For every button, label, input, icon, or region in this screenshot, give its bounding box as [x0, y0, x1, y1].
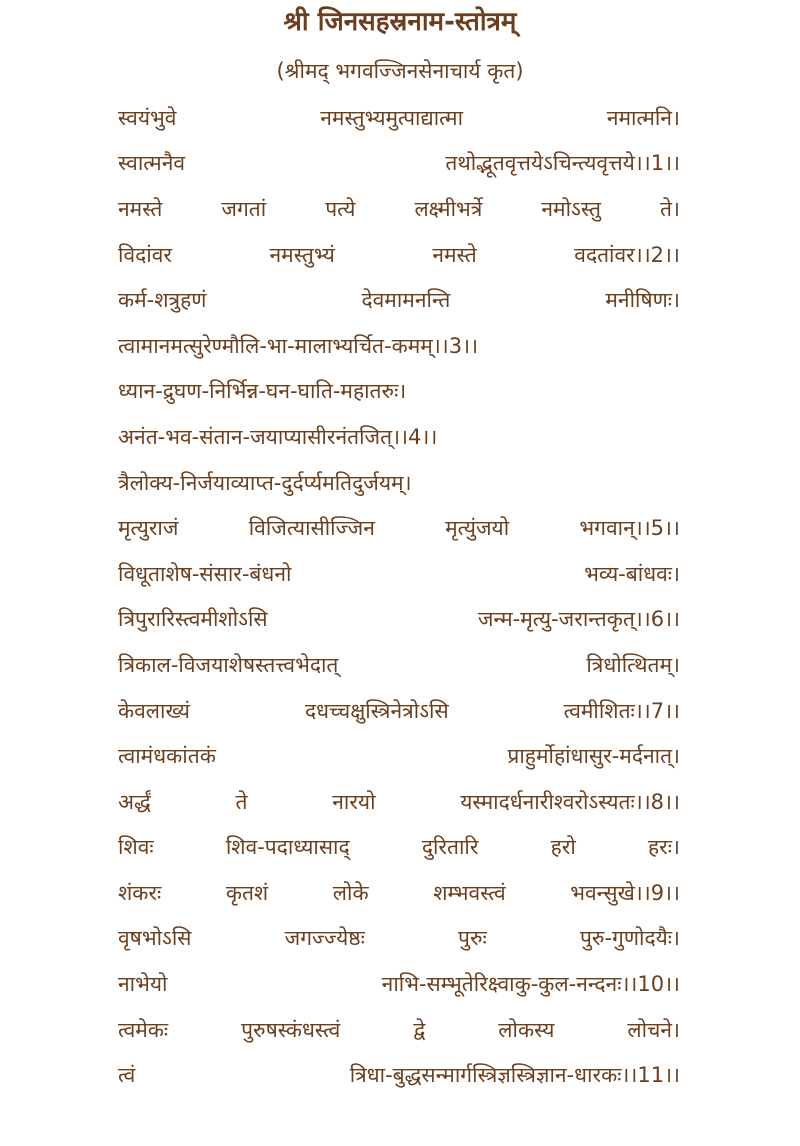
verse-word: नारयो: [332, 789, 376, 814]
verse-word: नमस्ते: [118, 196, 163, 221]
verse-word: विदांवर: [118, 242, 172, 267]
verse-word: त्रिकाल-विजयाशेषस्तत्त्वभेदात्: [118, 652, 339, 677]
verse-word: वदतांवर।।2।।: [574, 242, 680, 267]
verse-word: विजित्यासीज्जिन: [248, 516, 375, 541]
verse-word: दधच्चक्षुस्त्रिनेत्रोऽसि: [304, 698, 449, 723]
verse-word: वृषभोऽसि: [118, 926, 192, 951]
verse-line: [118, 323, 680, 369]
verse-line: [118, 779, 680, 825]
verse-word: लक्ष्मीभर्त्रे: [414, 196, 483, 221]
verse-word: नाभि-सम्भूतेरिक्ष्वाकु-कुल-नन्दनः।।10।।: [381, 972, 680, 997]
verse-word: शिव-पदाध्यासाद्: [225, 835, 350, 860]
verse-line: [118, 460, 680, 506]
verse-word: देवमामनन्ति: [361, 288, 451, 313]
verse-line: [118, 961, 680, 1007]
verse-line: [118, 551, 680, 597]
verse-line: [118, 232, 680, 278]
verse-word: स्वात्मनैव: [118, 151, 186, 176]
verse-word: जन्म-मृत्यु-जरान्तकृत्।।6।।: [477, 607, 680, 632]
page-title: श्री जिनसहस्रनाम-स्तोत्रम्: [283, 7, 517, 37]
verse-line: [118, 277, 680, 323]
verse-word: तथोद्भूतवृत्तयेऽचिन्त्यवृत्तये।।1।।: [445, 151, 680, 176]
verse-line: [118, 688, 680, 734]
verse-word: नमस्तुभ्यं: [269, 242, 335, 267]
verse-word: शंकरः: [118, 880, 162, 905]
verse-word: नमोऽस्तु: [541, 196, 601, 221]
verse-word: पुरु-गुणोदयैः।: [579, 926, 680, 951]
verse-line: [118, 597, 680, 643]
verse-word: नमस्ते: [432, 242, 477, 267]
verse-word: नमात्मनि।: [606, 105, 680, 130]
verse-word: मृत्युंजयो: [445, 516, 510, 541]
verse-word: शिवः: [118, 835, 154, 860]
verse-word: यस्मादर्धनारीश्वरोऽस्यतः।।8।।: [460, 789, 680, 814]
verse-word: जगज्ज्येष्ठः: [284, 926, 365, 951]
verse-word: ते।: [660, 196, 680, 221]
page-subtitle: (श्रीमद् भगवज्जिनसेनाचार्य कृत): [276, 59, 524, 83]
verse-word: कर्म-शत्रुहणं: [118, 288, 207, 313]
verse-word: स्वयंभुवे: [118, 105, 177, 130]
verse-word: केवलाख्यं: [118, 698, 190, 723]
verse-word: त्वमीशितः।।7।।: [563, 698, 680, 723]
verse-word: लोकस्य: [498, 1017, 555, 1042]
verse-word: नाभेयो: [118, 972, 168, 997]
verse-word: त्वामानमत्सुरेण्मौलि-भा-मालाभ्यर्चित-कमम्।।3।।: [118, 333, 479, 358]
verse-word: भव्य-बांधवः।: [584, 561, 680, 586]
verse-word: भगवान्।।5।।: [579, 516, 680, 541]
verse-word: हरः।: [648, 835, 680, 860]
verse-word: ध्यान-द्रुघण-निर्भिन्न-घन-घाति-महातरुः।: [118, 379, 407, 404]
verse-word: कृतशं: [225, 880, 269, 905]
verse-line: [118, 186, 680, 232]
verse-line: [118, 1052, 680, 1098]
verse-word: त्रिधा-बुद्धसन्मार्गस्त्रिज्ञस्त्रिज्ञान-धारकः।।11।।: [349, 1063, 680, 1088]
verse-word: ते: [235, 789, 248, 814]
verse-line: [118, 870, 680, 916]
verse-word: द्वे: [413, 1017, 426, 1042]
verse-word: अर्द्धं: [118, 789, 151, 814]
verse-word: हरो: [550, 835, 576, 860]
verse-word: त्वं: [118, 1063, 136, 1088]
verse-line: [118, 1007, 680, 1053]
verse-word: मनीषिणः।: [605, 288, 680, 313]
verse-line: [118, 141, 680, 187]
verse-word: त्रिधोत्थितम्।: [586, 652, 680, 677]
verse-line: [118, 505, 680, 551]
verse-word: विधूताशेष-संसार-बंधनो: [118, 561, 292, 586]
verse-word: त्रैलोक्य-निर्जयाव्याप्त-दुर्दर्प्यमतिदुर्जयम्।: [118, 470, 412, 495]
verse-word: नमस्तुभ्यमुत्पाद्यात्मा: [320, 105, 464, 130]
verse-word: अनंत-भव-संतान-जयाप्यासीरनंतजित्।।4।।: [118, 424, 438, 449]
verse-word: त्वमेकः: [118, 1017, 169, 1042]
verse-line: [118, 916, 680, 962]
verse-line: [118, 825, 680, 871]
verse-word: मृत्युराजं: [118, 516, 179, 541]
verse-word: जगतां: [221, 196, 267, 221]
verse-line: [118, 369, 680, 415]
verse-line: [118, 95, 680, 141]
verse-word: भवन्सुखे।।9।।: [570, 880, 680, 905]
verse-block: [118, 95, 680, 1098]
verse-word: प्राहुर्मोहांधासुर-मर्दनात्।: [507, 744, 680, 769]
verse-line: [118, 414, 680, 460]
verse-word: त्वामंधकांतकं: [118, 744, 216, 769]
verse-word: पत्ये: [325, 196, 356, 221]
verse-line: [118, 642, 680, 688]
verse-word: त्रिपुरारिस्त्वमीशोऽसि: [118, 607, 268, 632]
verse-word: लोके: [332, 880, 369, 905]
verse-word: शम्भवस्त्वं: [433, 880, 506, 905]
verse-line: [118, 733, 680, 779]
verse-word: लोचने।: [627, 1017, 680, 1042]
verse-word: पुरुषस्कंधस्त्वं: [241, 1017, 341, 1042]
verse-word: दुरितारि: [421, 835, 479, 860]
verse-word: पुरुः: [458, 926, 487, 951]
